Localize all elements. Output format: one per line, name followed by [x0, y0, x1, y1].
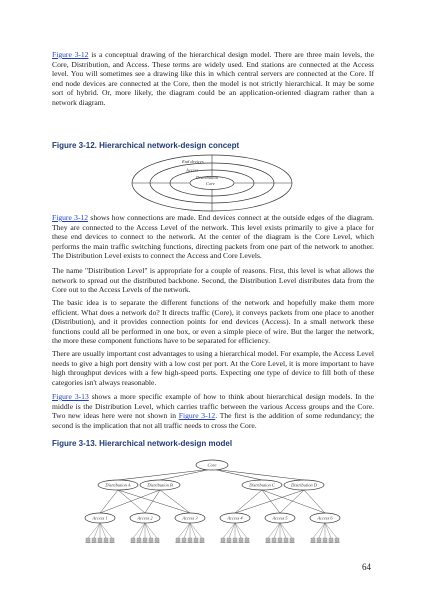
end-device-icon	[239, 538, 243, 541]
end-device-link	[280, 523, 292, 538]
end-device-icon	[311, 538, 315, 541]
figure-3-13-caption: Figure 3-13. Hierarchical network-design model	[52, 439, 233, 448]
end-device-icon	[110, 538, 114, 541]
end-device-icon	[143, 538, 147, 541]
core-link	[212, 469, 304, 480]
access-node-label: Access 3	[182, 515, 198, 521]
core-label: Core	[206, 181, 215, 186]
core-link	[118, 469, 212, 480]
end-device-icon	[98, 538, 102, 541]
end-device-icon	[92, 538, 96, 541]
figure-3-12-link[interactable]: Figure 3-12	[52, 50, 89, 59]
end-device-base-icon	[272, 542, 277, 544]
end-device-link	[319, 523, 325, 538]
end-device-base-icon	[245, 542, 250, 544]
end-device-link	[268, 523, 280, 538]
end-device-base-icon	[239, 542, 244, 544]
end-device-link	[190, 523, 196, 538]
distribution-link	[145, 490, 160, 513]
paragraph-connections	[52, 213, 374, 261]
end-device-base-icon	[176, 542, 181, 544]
distribution-label: Distribution	[196, 175, 219, 180]
end-device-link	[88, 523, 100, 538]
end-devices-label: End devices	[182, 159, 204, 164]
distribution-node-label: Distribution D	[291, 482, 317, 488]
end-device-icon	[266, 538, 270, 541]
end-device-icon	[155, 538, 159, 541]
end-device-base-icon	[266, 542, 271, 544]
distribution-link	[235, 490, 262, 513]
paragraph-figure-3-13-text-1: shows a more specific example of how to think about hierarchical design models. In the middle is the Distribution Level, which carries traffic between the various Access groups and the Core. Two new ideas here were not shown in	[52, 392, 374, 421]
end-device-link	[235, 523, 247, 538]
end-device-base-icon	[131, 542, 136, 544]
paragraph-figure-3-13	[52, 392, 374, 430]
access-node-label: Access 4	[227, 515, 243, 521]
end-device-base-icon	[329, 542, 334, 544]
end-device-base-icon	[227, 542, 232, 544]
distribution-node-label: Distribution C	[249, 482, 275, 488]
page-number: 64	[362, 562, 371, 572]
end-device-link	[184, 523, 190, 538]
end-device-icon	[194, 538, 198, 541]
end-device-icon	[149, 538, 153, 541]
distribution-link	[280, 490, 304, 513]
figure-3-12-caption: Figure 3-12. Hierarchical network-design concept	[52, 141, 240, 150]
end-device-link	[100, 523, 112, 538]
end-device-link	[94, 523, 100, 538]
end-device-base-icon	[137, 542, 142, 544]
end-device-icon	[233, 538, 237, 541]
paragraph-intro	[52, 50, 374, 108]
end-device-base-icon	[284, 542, 289, 544]
figure-3-12-link-3[interactable]: Figure 3-12	[178, 411, 216, 421]
end-device-icon	[329, 538, 333, 541]
access-node-label: Access 6	[317, 515, 333, 521]
end-device-base-icon	[221, 542, 226, 544]
end-device-icon	[284, 538, 288, 541]
end-device-link	[178, 523, 190, 538]
end-device-base-icon	[233, 542, 238, 544]
distribution-node-label: Distribution A	[105, 482, 131, 488]
hierarchical-concept-diagram	[130, 153, 295, 213]
end-device-base-icon	[182, 542, 187, 544]
end-device-base-icon	[188, 542, 193, 544]
end-device-icon	[278, 538, 282, 541]
end-device-link	[190, 523, 202, 538]
access-node-label: Access 5	[272, 515, 288, 521]
distribution-node-label: Distribution B	[147, 482, 173, 488]
end-device-base-icon	[317, 542, 322, 544]
paragraph-basic-idea: The basic idea is to separate the different functions of the network and hopefully make them more efficient. What does a network do? It directs traffic (Core), it conveys packets from one place to another (Distribution), and it provides connection points for end devices (Access). In a small network these functions could all be performed in one box, or even a simple piece of wire. But the larger the network, the more these component functions have to be separated for efficiency.	[52, 298, 374, 346]
hierarchical-model-diagram	[80, 455, 345, 555]
end-device-icon	[290, 538, 294, 541]
end-device-link	[139, 523, 145, 538]
end-device-icon	[188, 538, 192, 541]
access-label: Access	[186, 167, 199, 173]
end-device-base-icon	[104, 542, 109, 544]
end-device-icon	[182, 538, 186, 541]
end-device-icon	[137, 538, 141, 541]
end-device-link	[100, 523, 106, 538]
end-device-base-icon	[86, 542, 91, 544]
end-device-icon	[227, 538, 231, 541]
paragraph-cost-advantages: There are usually important cost advantages to using a hierarchical model. For example, the Access Level needs to give a high port density with a low cost per port. At the Core Level, it is more important to have high throughput devices with a few high-speed ports. Expecting one type of device to fill both of these categories isn't always reasonable.	[52, 349, 374, 387]
end-device-link	[145, 523, 157, 538]
end-device-link	[229, 523, 235, 538]
end-device-base-icon	[155, 542, 160, 544]
end-device-base-icon	[98, 542, 103, 544]
end-device-icon	[221, 538, 225, 541]
end-device-icon	[317, 538, 321, 541]
end-device-icon	[104, 538, 108, 541]
end-device-link	[133, 523, 145, 538]
end-device-base-icon	[110, 542, 115, 544]
core-node-label: Core	[207, 462, 217, 468]
end-device-base-icon	[323, 542, 328, 544]
end-device-link	[325, 523, 331, 538]
distribution-link	[118, 490, 145, 513]
end-device-base-icon	[290, 542, 295, 544]
end-device-icon	[335, 538, 339, 541]
end-device-base-icon	[311, 542, 316, 544]
end-device-base-icon	[335, 542, 340, 544]
end-device-icon	[200, 538, 204, 541]
end-device-icon	[323, 538, 327, 541]
end-device-base-icon	[149, 542, 154, 544]
end-device-link	[274, 523, 280, 538]
end-device-base-icon	[143, 542, 148, 544]
end-device-icon	[86, 538, 90, 541]
end-device-icon	[176, 538, 180, 541]
end-device-icon	[272, 538, 276, 541]
end-device-link	[235, 523, 241, 538]
distribution-link	[118, 490, 190, 513]
paragraph-intro-text: is a conceptual drawing of the hierarchical design model. There are three main levels, the Core, Distribution, and Access. These terms are widely used. End stations are connected at the Access level. You will sometimes see a drawing like this in which central servers are connected at the Core. If end node devices are connected at the Core, then the model is not strictly hierarchical. It may be some sort of hybrid. Or, more likely, the diagram could be an application-oriented diagram rather than a network diagram.	[52, 50, 374, 107]
end-device-icon	[131, 538, 135, 541]
end-device-base-icon	[194, 542, 199, 544]
figure-3-13-link[interactable]: Figure 3-13	[52, 392, 89, 401]
end-device-link	[325, 523, 337, 538]
end-device-link	[280, 523, 286, 538]
paragraph-figure-3-13-text-2: . The first is the addition of some redundancy; the second is the implication that not all traffic needs to cross the Core.	[52, 411, 374, 430]
end-device-icon	[245, 538, 249, 541]
paragraph-connections-text: shows how connections are made. End devices connect at the outside edges of the diagram. They are connected to the Access Level of the network. This level exists primarily to give a place for these end devices to connect to the network. At the center of the diagram is the Core Level, which performs the main traffic switching functions, directing packets from one part of the network to another. The Distribution Level exists to connect the Access and Core Levels.	[52, 213, 374, 261]
access-node-label: Access 2	[137, 515, 153, 521]
end-device-base-icon	[278, 542, 283, 544]
figure-3-12-link-2[interactable]: Figure 3-12	[52, 213, 89, 222]
access-node-label: Access 1	[92, 515, 108, 521]
end-device-link	[145, 523, 151, 538]
end-device-link	[223, 523, 235, 538]
distribution-link	[160, 490, 190, 513]
end-device-base-icon	[92, 542, 97, 544]
end-device-link	[313, 523, 325, 538]
end-device-base-icon	[200, 542, 205, 544]
core-link	[160, 469, 212, 480]
distribution-link	[304, 490, 325, 513]
paragraph-distribution-level: The name "Distribution Level" is appropriate for a couple of reasons. First, this level is what allows the network to spread out the distributed backbone. Second, the Distribution Level distributes data from the Core out to the Access Levels of the network.	[52, 266, 374, 295]
core-link	[212, 469, 262, 480]
